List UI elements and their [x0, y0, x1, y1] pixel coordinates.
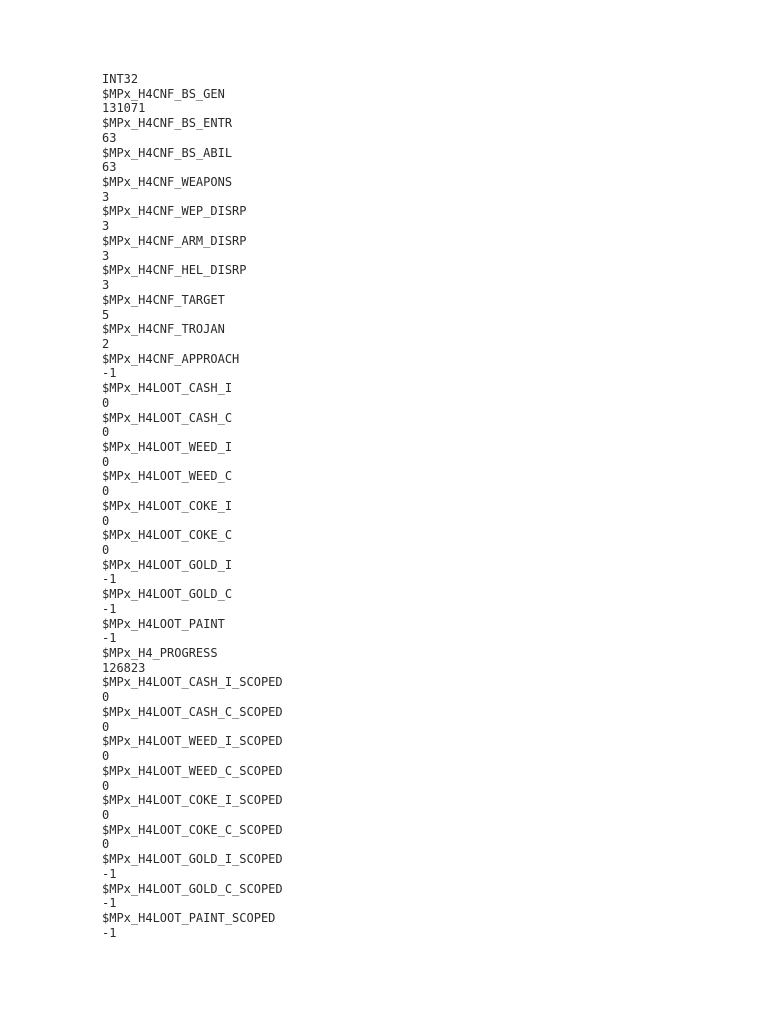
document-line: 0 [102, 425, 110, 440]
document-line: $MPx_H4LOOT_GOLD_C_SCOPED [102, 881, 283, 896]
document-line: $MPx_H4LOOT_CASH_C_SCOPED [102, 704, 283, 719]
document-line: -1 [102, 631, 117, 646]
document-line: $MPx_H4LOOT_WEED_C [102, 469, 233, 484]
document-line: $MPx_H4CNF_TARGET [102, 292, 225, 307]
document-line: $MPx_H4LOOT_COKE_C [102, 528, 233, 543]
document-line: 0 [102, 484, 110, 499]
document-line: 0 [102, 837, 110, 852]
document-line: $MPx_H4LOOT_COKE_I_SCOPED [102, 793, 283, 808]
document-line: $MPx_H4CNF_WEAPONS [102, 175, 233, 190]
document-line: $MPx_H4LOOT_COKE_I [102, 498, 233, 513]
document-line: $MPx_H4LOOT_GOLD_C [102, 587, 233, 602]
document-line: 0 [102, 749, 110, 764]
document-line: -1 [102, 866, 117, 881]
document-line: $MPx_H4CNF_ARM_DISRP [102, 233, 247, 248]
document-line: 0 [102, 719, 110, 734]
document-line: 0 [102, 454, 110, 469]
document-line: $MPx_H4_PROGRESS [102, 646, 218, 661]
document-line: $MPx_H4LOOT_GOLD_I [102, 557, 233, 572]
document-line: $MPx_H4LOOT_WEED_I_SCOPED [102, 734, 283, 749]
document-line: 2 [102, 336, 110, 351]
document-line: $MPx_H4LOOT_CASH_I_SCOPED [102, 675, 283, 690]
document-line: $MPx_H4CNF_BS_ENTR [102, 116, 233, 131]
document-line: 3 [102, 189, 110, 204]
document-line: $MPx_H4LOOT_CASH_C [102, 410, 233, 425]
document-line: 0 [102, 778, 110, 793]
document-line: 3 [102, 248, 110, 263]
document-line: $MPx_H4LOOT_CASH_I [102, 381, 233, 396]
document-line: -1 [102, 572, 117, 587]
document-line: 0 [102, 543, 110, 557]
document-line: 131071 [102, 101, 146, 116]
document-line: $MPx_H4LOOT_PAINT [102, 616, 225, 631]
document-line: 0 [102, 395, 110, 410]
document-line: $MPx_H4LOOT_GOLD_I_SCOPED [102, 852, 283, 867]
document-line: $MPx_H4LOOT_WEED_C_SCOPED [102, 763, 283, 778]
document-line: 0 [102, 690, 110, 705]
document-text-block [102, 72, 283, 940]
document-line: $MPx_H4LOOT_WEED_I [102, 439, 233, 454]
document-line: $MPx_H4CNF_APPROACH [102, 351, 240, 366]
document-line: -1 [102, 366, 117, 381]
document-line: $MPx_H4LOOT_PAINT_SCOPED [102, 910, 276, 925]
document-line: $MPx_H4CNF_TROJAN [102, 322, 225, 337]
document-line: 3 [102, 219, 110, 234]
document-line: $MPx_H4CNF_BS_GEN [102, 86, 225, 101]
document-line: -1 [102, 925, 117, 940]
document-line: 126823 [102, 660, 146, 675]
document-line: 63 [102, 130, 117, 145]
document-line: $MPx_H4CNF_WEP_DISRP [102, 204, 247, 219]
document-line: $MPx_H4CNF_HEL_DISRP [102, 263, 247, 278]
document-line: 5 [102, 307, 110, 322]
document-line: 3 [102, 278, 110, 293]
document-line: -1 [102, 601, 117, 616]
document-line: -1 [102, 896, 117, 911]
document-line: 0 [102, 513, 110, 528]
document-line: 63 [102, 160, 117, 175]
document-line: 0 [102, 807, 110, 822]
document-line: INT32 [102, 72, 139, 86]
document-line: $MPx_H4CNF_BS_ABIL [102, 145, 233, 160]
document-line: $MPx_H4LOOT_COKE_C_SCOPED [102, 822, 283, 837]
